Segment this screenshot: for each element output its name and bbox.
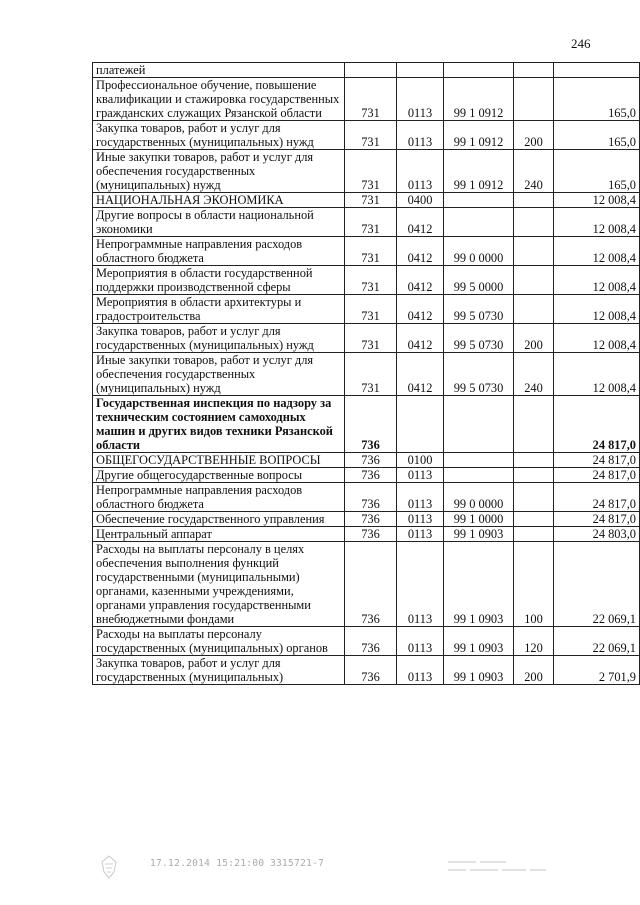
table-row: [93, 483, 640, 512]
amount-cell: 2 701,9: [554, 656, 640, 685]
row-name-cell: Иные закупки товаров, работ и услуг для обеспечения государственных (муниципальных) нужд: [93, 353, 345, 396]
row-name-cell: Непрограммные направления расходов областного бюджета: [93, 237, 345, 266]
row-name-cell: Закупка товаров, работ и услуг для государственных (муниципальных) нужд: [93, 121, 345, 150]
section-code-cell: 0412: [397, 295, 444, 324]
target-article-cell: [444, 453, 514, 468]
registration-stamp-icon: [96, 854, 122, 882]
ministry-code-cell: 736: [345, 453, 397, 468]
amount-cell: 24 817,0: [554, 468, 640, 483]
row-name-cell: Другие вопросы в области национальной экономики: [93, 208, 345, 237]
section-code-cell: 0113: [397, 468, 444, 483]
ministry-code-cell: 731: [345, 295, 397, 324]
row-name-cell: Центральный аппарат: [93, 527, 345, 542]
footer-doc-code: 3315721-7: [270, 858, 325, 869]
target-article-cell: 99 5 0730: [444, 324, 514, 353]
section-code-cell: 0113: [397, 512, 444, 527]
amount-cell: 12 008,4: [554, 208, 640, 237]
table-row: [93, 237, 640, 266]
ministry-code-cell: 731: [345, 353, 397, 396]
expense-type-cell: [514, 63, 554, 78]
amount-cell: 24 817,0: [554, 453, 640, 468]
target-article-cell: [444, 208, 514, 237]
ministry-code-cell: 731: [345, 208, 397, 237]
ministry-code-cell: 731: [345, 78, 397, 121]
ministry-code-cell: 736: [345, 483, 397, 512]
row-name-cell: Расходы на выплаты персоналу в целях обеспечения выполнения функций государственными (муниципальными) органами, казенными учреждениями, органами управления государственными внебюджетными фондами: [93, 542, 345, 627]
table-row: [93, 193, 640, 208]
section-code-cell: 0412: [397, 266, 444, 295]
target-article-cell: 99 1 0912: [444, 121, 514, 150]
table-row: [93, 468, 640, 483]
amount-cell: 165,0: [554, 78, 640, 121]
row-name-cell: платежей: [93, 63, 345, 78]
ministry-code-cell: 736: [345, 627, 397, 656]
expense-type-cell: 240: [514, 150, 554, 193]
section-code-cell: 0113: [397, 656, 444, 685]
row-name-cell: Расходы на выплаты персоналу государственных (муниципальных) органов: [93, 627, 345, 656]
table-row: [93, 324, 640, 353]
amount-cell: 24 817,0: [554, 512, 640, 527]
row-name-cell: Государственная инспекция по надзору за техническим состоянием самоходных машин и других видов техники Рязанской области: [93, 396, 345, 453]
table-row: [93, 512, 640, 527]
target-article-cell: [444, 193, 514, 208]
table-row: [93, 656, 640, 685]
section-code-cell: 0412: [397, 353, 444, 396]
expense-type-cell: [514, 237, 554, 266]
section-code-cell: 0412: [397, 208, 444, 237]
row-name-cell: Закупка товаров, работ и услуг для государственных (муниципальных) нужд: [93, 324, 345, 353]
amount-cell: 24 817,0: [554, 396, 640, 453]
page-footer: [0, 854, 640, 894]
ministry-code-cell: 736: [345, 468, 397, 483]
amount-cell: 12 008,4: [554, 266, 640, 295]
section-code-cell: 0113: [397, 527, 444, 542]
target-article-cell: 99 1 0912: [444, 78, 514, 121]
target-article-cell: 99 1 0903: [444, 656, 514, 685]
budget-table: [92, 62, 640, 685]
amount-cell: 12 008,4: [554, 193, 640, 208]
amount-cell: 24 803,0: [554, 527, 640, 542]
ministry-code-cell: 731: [345, 324, 397, 353]
section-code-cell: 0412: [397, 324, 444, 353]
amount-cell: 22 069,1: [554, 627, 640, 656]
expense-type-cell: [514, 527, 554, 542]
target-article-cell: 99 5 0730: [444, 353, 514, 396]
section-code-cell: 0113: [397, 150, 444, 193]
section-code-cell: 0113: [397, 542, 444, 627]
row-name-cell: Непрограммные направления расходов областного бюджета: [93, 483, 345, 512]
row-name-cell: Профессиональное обучение, повышение квалификации и стажировка государственных гражданских служащих Рязанской области: [93, 78, 345, 121]
row-name-cell: Обеспечение государственного управления: [93, 512, 345, 527]
amount-cell: 22 069,1: [554, 542, 640, 627]
row-name-cell: НАЦИОНАЛЬНАЯ ЭКОНОМИКА: [93, 193, 345, 208]
amount-cell: 165,0: [554, 121, 640, 150]
section-code-cell: 0412: [397, 237, 444, 266]
table-row: [93, 78, 640, 121]
row-name-cell: Мероприятия в области архитектуры и градостроительства: [93, 295, 345, 324]
table-row: [93, 353, 640, 396]
row-name-cell: Закупка товаров, работ и услуг для государственных (муниципальных): [93, 656, 345, 685]
section-code-cell: 0113: [397, 483, 444, 512]
section-code-cell: 0113: [397, 121, 444, 150]
ministry-code-cell: [345, 63, 397, 78]
section-code-cell: [397, 63, 444, 78]
expense-type-cell: [514, 295, 554, 324]
row-name-cell: Мероприятия в области государственной поддержки производственной сферы: [93, 266, 345, 295]
target-article-cell: 99 0 0000: [444, 237, 514, 266]
expense-type-cell: 200: [514, 656, 554, 685]
row-name-cell: Другие общегосударственные вопросы: [93, 468, 345, 483]
section-code-cell: 0113: [397, 627, 444, 656]
target-article-cell: [444, 63, 514, 78]
table-row: [93, 150, 640, 193]
amount-cell: 12 008,4: [554, 295, 640, 324]
target-article-cell: 99 1 0903: [444, 542, 514, 627]
target-article-cell: 99 0 0000: [444, 483, 514, 512]
expense-type-cell: 240: [514, 353, 554, 396]
expense-type-cell: [514, 396, 554, 453]
ministry-code-cell: 731: [345, 237, 397, 266]
table-row: [93, 266, 640, 295]
target-article-cell: 99 1 0903: [444, 627, 514, 656]
target-article-cell: 99 1 0903: [444, 527, 514, 542]
expense-type-cell: [514, 468, 554, 483]
table-body: [93, 63, 640, 685]
expense-type-cell: [514, 483, 554, 512]
faint-footer-marks-icon: [446, 856, 556, 878]
amount-cell: 24 817,0: [554, 483, 640, 512]
amount-cell: 12 008,4: [554, 237, 640, 266]
table-row: [93, 208, 640, 237]
target-article-cell: 99 5 0000: [444, 266, 514, 295]
table-row: [93, 63, 640, 78]
row-name-cell: Иные закупки товаров, работ и услуг для обеспечения государственных (муниципальных) нужд: [93, 150, 345, 193]
expense-type-cell: [514, 453, 554, 468]
ministry-code-cell: 736: [345, 527, 397, 542]
target-article-cell: 99 1 0000: [444, 512, 514, 527]
section-code-cell: [397, 396, 444, 453]
ministry-code-cell: 731: [345, 266, 397, 295]
expense-type-cell: [514, 78, 554, 121]
amount-cell: 165,0: [554, 150, 640, 193]
amount-cell: 12 008,4: [554, 324, 640, 353]
target-article-cell: 99 5 0730: [444, 295, 514, 324]
expense-type-cell: 120: [514, 627, 554, 656]
ministry-code-cell: 731: [345, 193, 397, 208]
ministry-code-cell: 736: [345, 396, 397, 453]
expense-type-cell: [514, 193, 554, 208]
target-article-cell: [444, 396, 514, 453]
section-code-cell: 0400: [397, 193, 444, 208]
expense-type-cell: [514, 266, 554, 295]
section-code-cell: 0113: [397, 78, 444, 121]
expense-type-cell: 200: [514, 324, 554, 353]
table-row: [93, 121, 640, 150]
table-row: [93, 542, 640, 627]
target-article-cell: [444, 468, 514, 483]
footer-date: 17.12.2014 15:21:00: [150, 858, 265, 869]
expense-type-cell: [514, 512, 554, 527]
ministry-code-cell: 731: [345, 150, 397, 193]
ministry-code-cell: 736: [345, 512, 397, 527]
target-article-cell: 99 1 0912: [444, 150, 514, 193]
row-name-cell: ОБЩЕГОСУДАРСТВЕННЫЕ ВОПРОСЫ: [93, 453, 345, 468]
section-code-cell: 0100: [397, 453, 444, 468]
ministry-code-cell: 731: [345, 121, 397, 150]
table-row: [93, 453, 640, 468]
table-row: [93, 295, 640, 324]
amount-cell: 12 008,4: [554, 353, 640, 396]
ministry-code-cell: 736: [345, 656, 397, 685]
expense-type-cell: [514, 208, 554, 237]
amount-cell: [554, 63, 640, 78]
table-row: [93, 527, 640, 542]
table-row: [93, 396, 640, 453]
expense-type-cell: 200: [514, 121, 554, 150]
table-row: [93, 627, 640, 656]
ministry-code-cell: 736: [345, 542, 397, 627]
expense-type-cell: 100: [514, 542, 554, 627]
page-number: 246: [571, 36, 591, 51]
